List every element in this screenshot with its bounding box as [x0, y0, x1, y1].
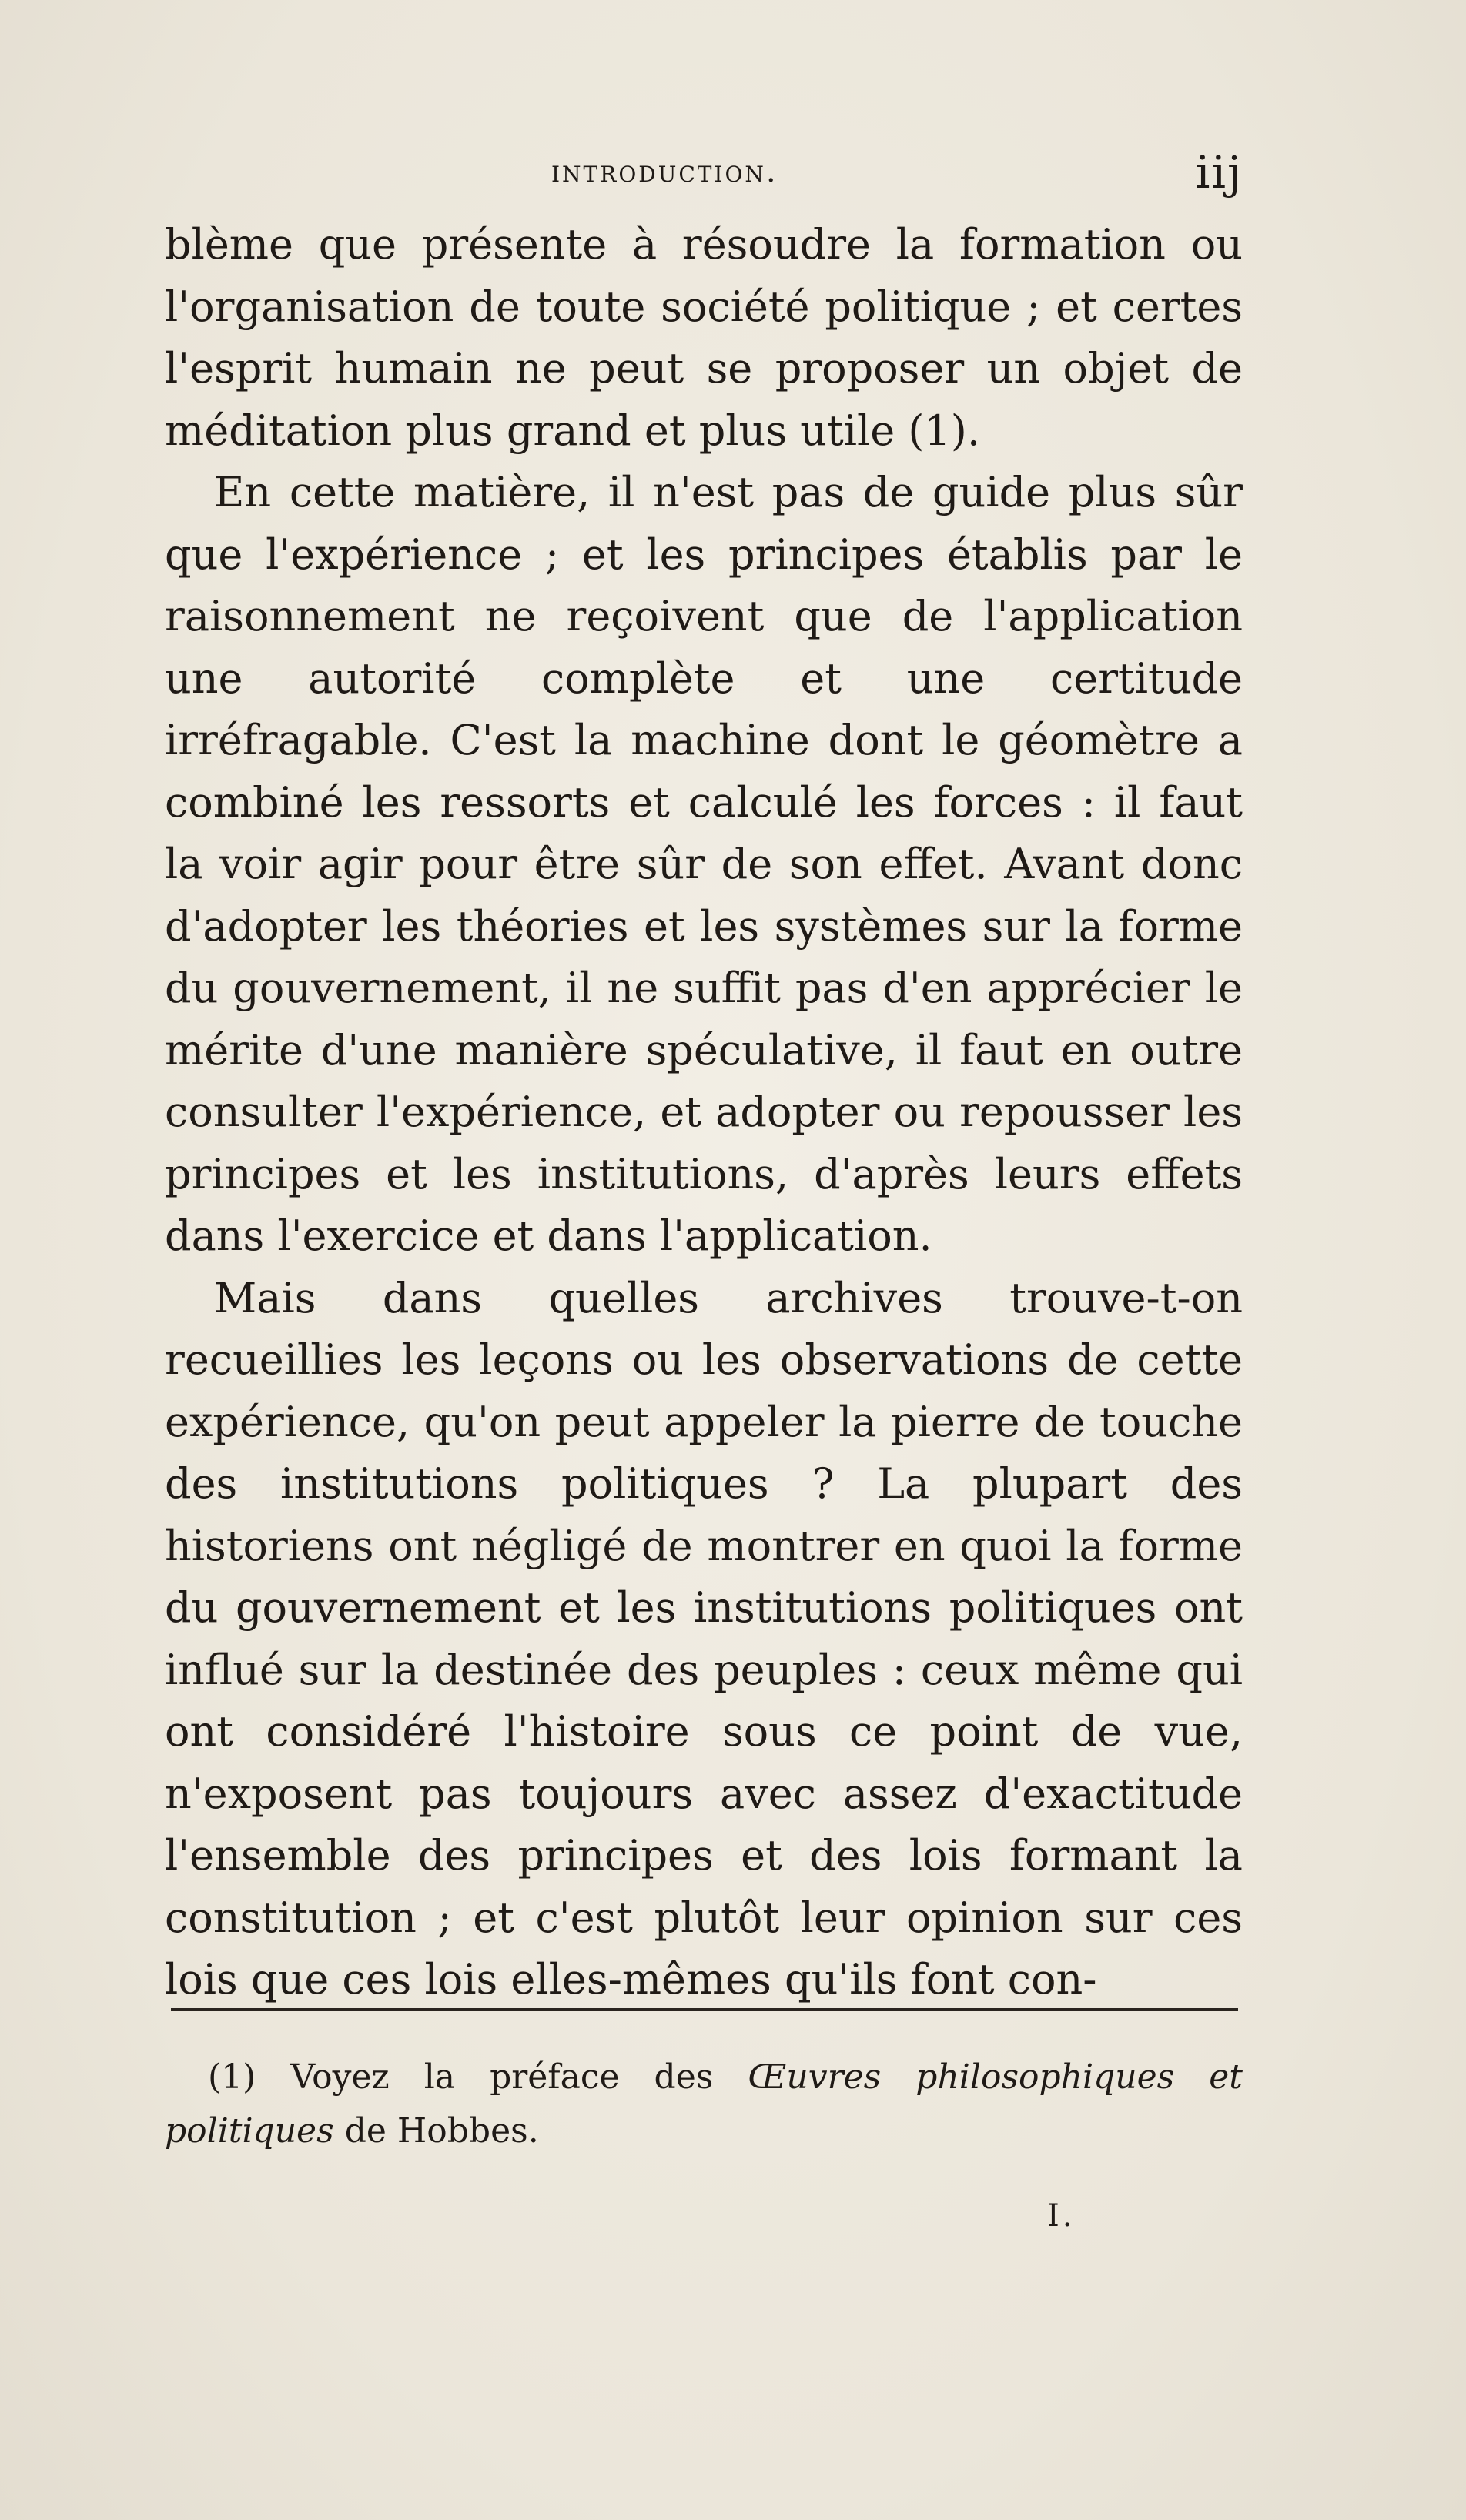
signature-mark: I.: [1047, 2198, 1076, 2234]
running-title: introduction.: [551, 154, 778, 189]
paragraph-experience: En cette matière, il n'est pas de guide plus sûr que l'expérience ; et les principes établis par le raisonnement ne reçoivent que de l'application une autorité complète et une certitude irréfragable. C'est la machine dont le géomètre a combiné les ressorts et calculé les forces : il faut la voir agir pour être sûr de son effet. Avant donc d'adopter les théories et les systèmes sur la forme du gouvernement, il ne suffit pas d'en apprécier le mérite d'une manière spéculative, il faut en outre consulter l'expérience, et adopter ou repousser les principes et les institutions, d'après leurs effets dans l'exercice et dans l'application.: [165, 468, 1243, 1260]
footnote-italic-title: Œuvres philosophiques et politiques: [165, 2057, 1243, 2151]
main-text: [165, 214, 1243, 2004]
page-number: iij: [1195, 146, 1243, 199]
footnote-rule: [171, 2008, 1238, 2011]
footnote-marker: (1): [208, 2057, 256, 2097]
paragraph-continuation: blème que présente à résoudre la formation ou l'organisation de toute société politique ; et certes l'esprit humain ne peut se proposer un objet de méditation plus grand et plus utile (1).: [165, 220, 1243, 455]
paragraph-archives: Mais dans quelles archives trouve-t-on recueillies les leçons ou les observations de cette expérience, qu'on peut appeler la pierre de touche des institutions politiques ? La plupart des historiens ont négligé de montrer en quoi la forme du gouvernement et les institutions politiques ont influé sur la destinée des peuples : ceux même qui ont considéré l'histoire sous ce point de vue, n'exposent pas toujours avec assez d'exactitude l'ensemble des principes et des lois formant la constitution ; et c'est plutôt leur opinion sur ces lois que ces lois elles-mêmes qu'ils font con-: [165, 1273, 1243, 2004]
footnote: [165, 2050, 1243, 2158]
footnote-text-after: de Hobbes.: [344, 2111, 539, 2151]
footnote-text-before: Voyez la préface des: [290, 2057, 714, 2097]
running-head: [165, 146, 1243, 208]
